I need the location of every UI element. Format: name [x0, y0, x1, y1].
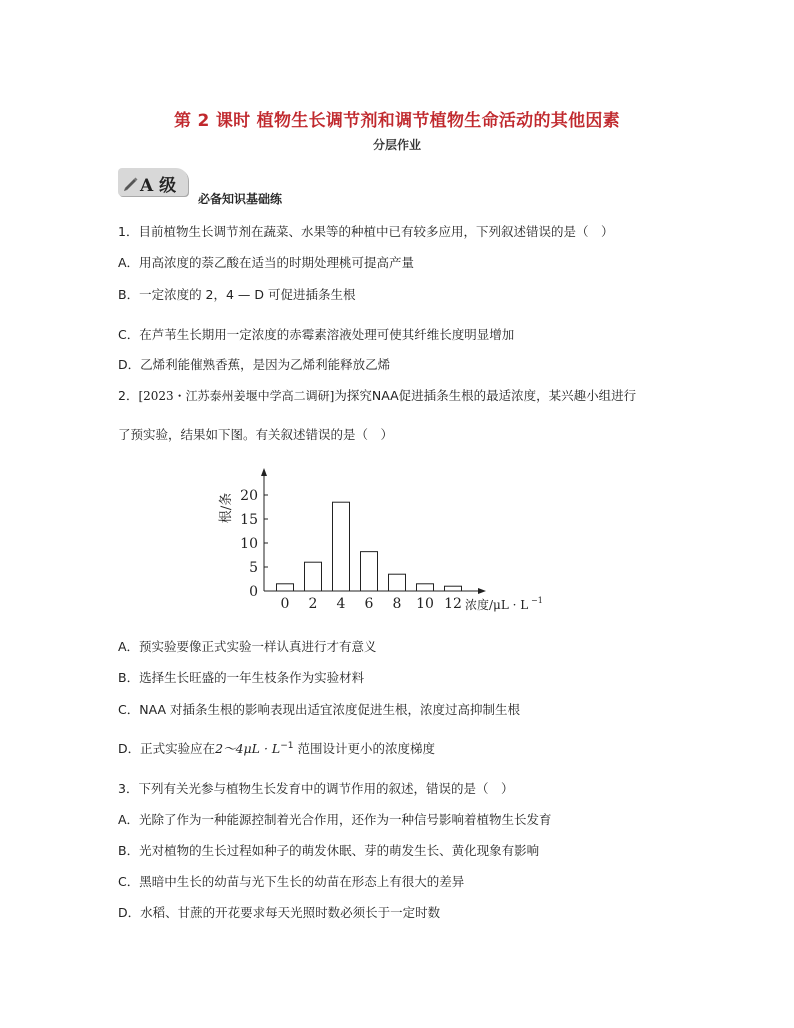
page-subtitle: 分层作业: [372, 138, 421, 152]
q2-option-d-suffix: 范围设计更小的浓度梯度: [293, 741, 435, 756]
x-tick-label: 0: [280, 596, 290, 612]
q2-option-a: A．预实验要像正式实验一样认真进行才有意义: [118, 639, 377, 654]
level-badge: [118, 168, 188, 198]
q2-option-d-range: 2～4μL · L: [215, 741, 281, 756]
bar-chart: [206, 462, 546, 622]
x-tick-label: 4: [336, 596, 346, 612]
x-axis-label: 浓度/μL · L: [465, 598, 529, 612]
q3-option-c: C．黑暗中生长的幼苗与光下生长的幼苗在形态上有很大的差异: [118, 874, 465, 889]
q2-option-c: C．NAA 对插条生根的影响表现出适宜浓度促进生根，浓度过高抑制生根: [118, 702, 521, 717]
x-tick-label: 8: [392, 596, 402, 612]
q2-stem-text1: 为探究NAA促进插条生根的最适浓度，某兴趣小组进行: [334, 388, 637, 403]
bar: [389, 574, 406, 591]
q1-stem: 1．目前植物生长调节剂在蔬菜、水果等的种植中已有较多应用，下列叙述错误的是（ ）: [118, 224, 614, 239]
y-axis-arrow: [261, 468, 267, 476]
q1-option-c: C．在芦苇生长期用一定浓度的赤霉素溶液处理可使其纤维长度明显增加: [118, 327, 515, 342]
section-heading: 必备知识基础练: [198, 192, 283, 206]
x-tick-label: 12: [444, 596, 462, 612]
bar: [361, 552, 378, 591]
q1-option-a: A．用高浓度的萘乙酸在适当的时期处理桃可提高产量: [118, 255, 415, 270]
x-tick-label: 10: [416, 596, 434, 612]
bar: [445, 586, 462, 591]
q1-option-d: D．乙烯利能催熟香蕉，是因为乙烯利能释放乙烯: [118, 357, 391, 372]
q1-option-b: B．一定浓度的 2，4 — D 可促进插条生根: [118, 287, 356, 302]
y-tick-label: 0: [249, 584, 258, 600]
q3-option-a: A．光除了作为一种能源控制着光合作用，还作为一种信号影响着植物生长发育: [118, 812, 552, 827]
q2-option-d-sup: −1: [280, 740, 294, 751]
y-tick-label: 10: [240, 536, 258, 552]
y-tick-label: 20: [240, 488, 258, 504]
q2-option-b: B．选择生长旺盛的一年生枝条作为实验材料: [118, 670, 365, 685]
bar: [277, 584, 294, 591]
q3-option-d: D．水稻、甘蔗的开花要求每天光照时数必须长于一定时数: [118, 905, 441, 920]
q2-stem-line1: [118, 386, 636, 404]
q3-stem: 3．下列有关光参与植物生长发育中的调节作用的叙述，错误的是（ ）: [118, 781, 514, 796]
pencil-icon: [122, 174, 140, 192]
page-title: 第 2 课时 植物生长调节剂和调节植物生命活动的其他因素: [174, 111, 620, 131]
x-tick-label: 6: [364, 596, 374, 612]
y-tick-label: 15: [240, 512, 258, 528]
x-tick-label: 2: [308, 596, 318, 612]
q2-option-d-prefix: D．正式实验应在: [118, 741, 216, 756]
q2-source: [2023・江苏泰州姜堰中学高二调研]: [138, 389, 335, 403]
x-axis-arrow: [478, 588, 486, 594]
bar: [333, 502, 350, 591]
q2-option-d: [118, 739, 435, 757]
y-tick-label: 5: [249, 560, 258, 576]
q3-option-b: B．光对植物的生长过程如种子的萌发休眠、芽的萌发生长、黄化现象有影响: [118, 843, 540, 858]
bar: [417, 584, 434, 591]
q2-number: 2．: [118, 388, 139, 403]
bar: [305, 562, 322, 591]
x-axis-label-sup: −1: [531, 596, 543, 605]
y-axis-label: 根/条: [219, 492, 234, 524]
level-badge-label: A 级: [140, 176, 177, 196]
q2-stem-line2: 了预实验，结果如下图。有关叙述错误的是（ ）: [118, 427, 394, 442]
bar-chart-svg: [206, 462, 546, 622]
